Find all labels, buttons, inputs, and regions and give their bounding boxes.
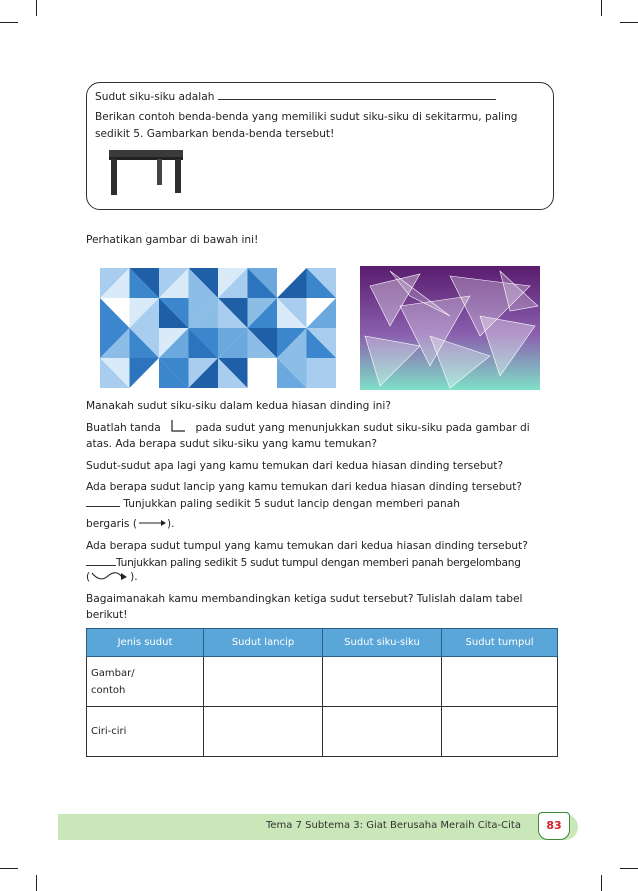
question-5-pre: (: [86, 571, 91, 583]
question-5-line-1: Ada berapa sudut tumpul yang kamu temukan dari kedua hiasan dinding tersebut?: [86, 540, 528, 552]
table-cell[interactable]: [204, 657, 323, 707]
right-angle-mark-icon: [170, 419, 186, 433]
question-4-pre: bergaris (: [86, 518, 137, 530]
question-4-line-3: [86, 516, 558, 533]
row-label-line: Gambar/: [91, 667, 135, 679]
table-header: Sudut lancip: [204, 629, 323, 657]
definition-line: [95, 89, 545, 106]
question-4-line-2: [86, 496, 558, 513]
answer-blank[interactable]: [86, 555, 116, 566]
row-label-gambar: [87, 657, 204, 707]
question-5-line-3: [86, 569, 558, 586]
table-cell[interactable]: [442, 707, 558, 757]
intro-text: Perhatikan gambar di bawah ini!: [86, 234, 259, 246]
question-6-line-2: berikut!: [86, 609, 128, 621]
question-2-pre: Buatlah tanda: [86, 422, 161, 434]
question-2-line-2: atas. Ada berapa sudut siku-siku yang kamu temukan?: [86, 438, 377, 450]
row-label-ciri: Ciri-ciri: [87, 707, 204, 757]
footer-text: Tema 7 Subtema 3: Giat Berusaha Meraih Cita-Cita: [266, 820, 521, 831]
question-4-post: ).: [166, 518, 175, 530]
purple-triangle-pattern: [360, 266, 540, 390]
table-header: Sudut siku-siku: [323, 629, 442, 657]
table-header: Sudut tumpul: [442, 629, 558, 657]
question-2-post: pada sudut yang menunjukkan sudut siku-siku pada gambar di: [195, 422, 530, 434]
table-illustration: [107, 147, 185, 197]
table-cell[interactable]: [442, 657, 558, 707]
question-5-post: ).: [130, 571, 138, 583]
question-4-line-1: Ada berapa sudut lancip yang kamu temukan dari kedua hiasan dinding tersebut?: [86, 481, 522, 493]
row-label-line: contoh: [91, 684, 126, 696]
question-2-line-1: [86, 419, 558, 437]
instruction-line-2: sedikit 5. Gambarkan benda-benda tersebut!: [95, 128, 335, 140]
answer-blank[interactable]: [86, 496, 120, 507]
table-row: [87, 657, 558, 707]
question-4-text: Tunjukkan paling sedikit 5 sudut lancip dengan memberi panah: [123, 498, 460, 510]
table-header: Jenis sudut: [87, 629, 204, 657]
page-number: 83: [538, 812, 570, 840]
question-3: Sudut-sudut apa lagi yang kamu temukan dari kedua hiasan dinding tersebut?: [86, 460, 504, 472]
blue-triangle-pattern: [100, 268, 336, 388]
instruction-line-1: Berikan contoh benda-benda yang memiliki sudut siku-siku di sekitarmu, paling: [95, 111, 518, 123]
table-cell[interactable]: [323, 707, 442, 757]
wavy-arrow-icon: [90, 569, 130, 583]
table-cell[interactable]: [204, 707, 323, 757]
question-5-text: Tunjukkan paling sedikit 5 sudut tumpul dengan memberi panah bergelombang: [116, 557, 521, 569]
straight-arrow-icon: [137, 518, 167, 528]
definition-text: Sudut siku-siku adalah: [95, 91, 215, 103]
question-6-line-1: Bagaimanakah kamu membandingkan ketiga sudut tersebut? Tulislah dalam tabel: [86, 593, 523, 605]
table-cell[interactable]: [323, 657, 442, 707]
definition-box: [86, 82, 554, 210]
angle-comparison-table: [86, 628, 558, 757]
table-header-row: [87, 629, 558, 657]
answer-blank[interactable]: [218, 89, 496, 100]
table-row: [87, 707, 558, 757]
question-1: Manakah sudut siku-siku dalam kedua hiasan dinding ini?: [86, 400, 391, 412]
